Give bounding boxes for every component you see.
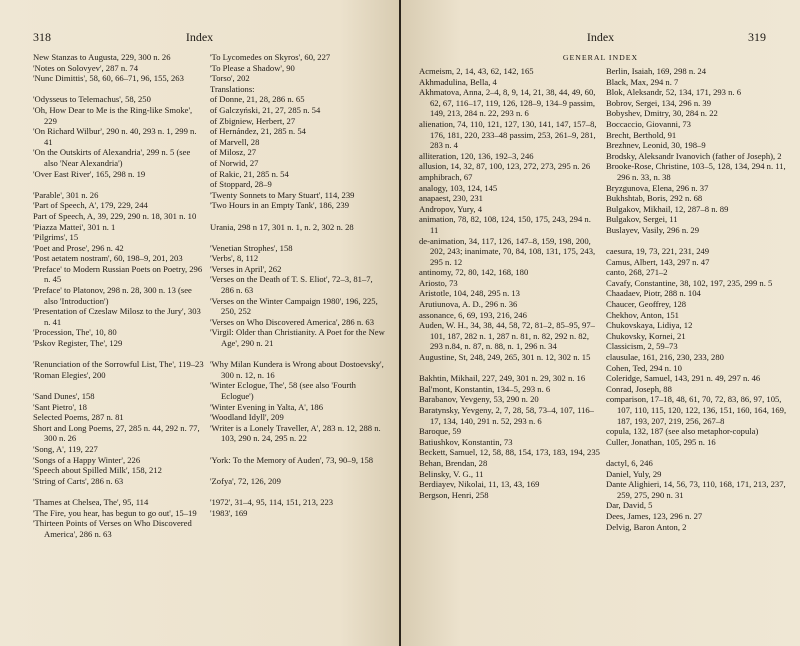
index-entry: 'Winter Evening in Yalta, A', 186 (210, 401, 324, 412)
index-entry: 'Twenty Sonnets to Mary Stuart', 114, 239 (210, 189, 355, 200)
index-entry: 'To Lycomedes on Skyros', 60, 227 (210, 52, 331, 62)
entry-gap (33, 380, 205, 391)
index-entry: 'Thames at Chelsea, The', 95, 114 (33, 496, 149, 507)
index-entry: 'Verbs', 8, 112 (210, 253, 259, 264)
index-entry: Bergson, Henri, 258 (419, 489, 489, 500)
index-entry: Daniel, Yuly, 29 (606, 468, 662, 479)
index-entry: 'To Please a Shadow', 90 (210, 62, 295, 73)
left-page-header (0, 30, 399, 46)
index-entry: Arutiunova, A. D., 296 n. 36 (419, 299, 518, 310)
section-subheading: GENERAL INDEX (562, 53, 639, 62)
entry-gap (33, 179, 205, 190)
index-entry: Camus, Albert, 143, 297 n. 47 (606, 256, 710, 267)
entry-gap (210, 211, 385, 222)
entry-gap (33, 486, 205, 497)
index-entry: Bryzgunova, Elena, 296 n. 37 (606, 182, 709, 193)
index-entry: of Milosz, 27 (210, 147, 257, 158)
index-entry: allusion, 14, 32, 87, 100, 123, 272, 273, 295 n. 26 (419, 161, 591, 172)
index-entry: Translations: (210, 83, 255, 94)
index-entry: 'Notes on Solovyev', 287 n. 74 (33, 62, 139, 73)
index-entry: Bukhshtab, Boris, 292 n. 68 (606, 193, 703, 204)
index-entry: 'Roman Elegies', 200 (33, 369, 106, 380)
index-entry: assonance, 6, 69, 193, 216, 246 (419, 309, 527, 320)
running-head: Index (185, 30, 214, 44)
index-entry: 'Pskov Register, The', 129 (33, 338, 123, 349)
index-entry: of Norwid, 27 (210, 157, 259, 168)
index-entry: 'Why Milan Kundera is Wrong about Dostoevsky', 300 n. 12, n. 16 (210, 359, 384, 380)
index-entry: 'Two Hours in an Empty Tank', 186, 239 (210, 200, 349, 211)
index-entry: Cohen, Ted, 294 n. 10 (606, 362, 682, 373)
index-entry: Bakhtin, Mikhail, 227, 249, 301 n. 29, 302 n. 16 (419, 373, 586, 384)
index-entry: 'String of Carts', 286 n. 63 (33, 475, 124, 486)
entry-gap (210, 232, 385, 243)
index-entry: 'Sand Dunes', 158 (33, 391, 95, 401)
index-entry: 'Verses on Who Discovered America', 286 n. 63 (210, 316, 375, 327)
index-entry: Dante Alighieri, 14, 56, 73, 110, 168, 171, 213, 237, 259, 275, 290 n. 31 (606, 479, 786, 500)
index-entry: de-animation, 34, 117, 126, 147–8, 159, 198, 200, 202, 243; inanimate, 70, 84, 108, 131, 175, 243, 295 n. 12 (419, 235, 596, 267)
index-entry: Coleridge, Samuel, 143, 291 n. 49, 297 n. 46 (606, 373, 761, 384)
index-entry: Brezhnev, Leonid, 30, 198–9 (606, 140, 706, 151)
index-entry: 'York: To the Memory of Auden', 73, 90–9, 158 (210, 454, 374, 465)
index-entry: Blok, Aleksandr, 52, 134, 171, 293 n. 6 (606, 87, 742, 98)
index-entry: 'Oh, How Dear to Me is the Ring-like Smoke', 229 (33, 104, 193, 126)
index-entry: Dees, James, 123, 296 n. 27 (606, 510, 703, 521)
index-column-2 (210, 52, 385, 518)
index-entry: 'Poet and Prose', 296 n. 42 (33, 242, 124, 253)
index-entry: 'Winter Eclogue, The', 58 (see also 'Fourth Eclogue') (210, 380, 356, 401)
index-entry: 'Nunc Dimittis', 58, 60, 66–71, 96, 155, 263 (33, 73, 184, 84)
index-entry: Akhmadulina, Bella, 4 (419, 76, 497, 87)
index-entry: 'Virgil: Older than Christianity. A Poet for the New Age', 290 n. 21 (210, 327, 385, 349)
index-entry: animation, 78, 82, 108, 124, 150, 175, 243, 294 n. 11 (419, 214, 591, 235)
index-entry: caesura, 19, 73, 221, 231, 249 (606, 246, 710, 257)
index-entry: Batiushkov, Konstantin, 73 (419, 436, 513, 447)
index-entry: Delvig, Baron Anton, 2 (606, 521, 687, 532)
index-entry: 'Speech about Spilled Milk', 158, 212 (33, 465, 162, 476)
index-entry: 'Odysseus to Telemachus', 58, 250 (33, 94, 151, 105)
page-number: 319 (748, 30, 766, 44)
index-entry: Selected Poems, 287 n. 81 (33, 412, 124, 423)
index-entry: Berdiayev, Nikolai, 11, 13, 43, 169 (419, 479, 540, 490)
index-entry: 'Sant Pietro', 18 (33, 401, 87, 412)
index-entry: 'Preface' to Platonov, 298 n. 28, 300 n. 13 (see also 'Introduction') (33, 285, 192, 306)
index-entry: Belinsky, V. G., 11 (419, 468, 484, 479)
index-entry: Barabanov, Yevgeny, 53, 290 n. 20 (419, 394, 539, 405)
index-column-2 (606, 66, 788, 532)
index-entry: Dar, David, 5 (606, 500, 653, 511)
entry-gap (33, 84, 205, 95)
index-entry: Classicism, 2, 59–73 (606, 341, 678, 352)
index-entry: 'Verses on the Death of T. S. Eliot', 72–3, 81–7, 286 n. 63 (210, 274, 373, 296)
index-entry: 'Woodland Idyll', 209 (210, 412, 284, 423)
page-number: 318 (33, 30, 51, 44)
index-entry: Bobrov, Sergei, 134, 296 n. 39 (606, 97, 712, 108)
index-entry: 'Piazza Mattei', 301 n. 1 (33, 221, 116, 232)
index-entry: alliteration, 120, 136, 192–3, 246 (419, 150, 534, 161)
entry-gap (210, 444, 385, 455)
right-page (401, 0, 800, 646)
index-entry: canto, 268, 271–2 (606, 267, 668, 278)
index-entry: 'Part of Speech, A', 179, 229, 244 (33, 200, 148, 211)
index-entry: Brodsky, Aleksandr Ivanovich (father of Joseph), 2 (606, 150, 782, 161)
index-entry: of Stoppard, 28–9 (210, 179, 272, 190)
index-entry: Chaucer, Geoffrey, 128 (606, 299, 687, 310)
entry-gap (210, 465, 385, 476)
index-entry: '1983', 169 (210, 507, 248, 518)
index-entry: Chaadaev, Piotr, 288 n. 104 (606, 288, 701, 299)
index-entry: Conrad, Joseph, 88 (606, 383, 672, 394)
index-entry: Andropov, Yury, 4 (419, 203, 483, 214)
index-entry: Cavafy, Constantine, 38, 102, 197, 235, 299 n. 5 (606, 277, 773, 288)
index-entry: 'Pilgrims', 15 (33, 232, 79, 243)
index-entry: Short and Long Poems, 27, 285 n. 44, 292 n. 77, 300 n. 26 (33, 422, 200, 444)
index-entry: of Marvell, 28 (210, 136, 260, 147)
index-entry: of Hernández, 21, 285 n. 54 (210, 126, 306, 137)
index-entry: 'Procession, The', 10, 80 (33, 327, 117, 338)
index-entry: 'On the Outskirts of Alexandria', 299 n. 5 (see also 'Near Alexandria') (33, 147, 191, 168)
entry-gap (210, 349, 385, 360)
index-entry: 'Preface' to Modern Russian Poets on Poetry, 296 n. 45 (33, 263, 203, 285)
index-entry: anapaest, 230, 231 (419, 193, 483, 204)
index-entry: 'Venetian Strophes', 158 (210, 242, 293, 253)
index-entry: 'Verses on the Winter Campaign 1980', 196, 225, 250, 252 (210, 295, 378, 317)
index-entry: 'The Fire, you hear, has begun to go out', 15–19 (33, 507, 197, 518)
index-entry: Acmeism, 2, 14, 43, 62, 142, 165 (419, 66, 534, 76)
index-entry: antinomy, 72, 80, 142, 168, 180 (419, 267, 529, 278)
index-entry: Aristotle, 104, 248, 295 n. 13 (419, 288, 520, 299)
index-entry: 'Songs of a Happy Winter', 226 (33, 454, 141, 465)
index-entry: Behan, Brendan, 28 (419, 457, 488, 468)
index-entry: Baroque, 59 (419, 426, 462, 437)
index-entry: Chekhov, Anton, 151 (606, 309, 679, 320)
index-entry: 'Zofya', 72, 126, 209 (210, 475, 281, 486)
index-entry: Bal'mont, Konstantin, 134–5, 293 n. 6 (419, 383, 551, 394)
entry-gap (606, 447, 788, 458)
index-entry: Brooke-Rose, Christine, 103–5, 128, 134, 294 n. 11, 296 n. 33, n. 38 (606, 161, 786, 182)
index-entry: 'Torso', 202 (210, 73, 250, 84)
right-page-header (401, 30, 800, 46)
index-entry: 'On Richard Wilbur', 290 n. 40, 293 n. 1, 299 n. 41 (33, 126, 197, 147)
index-entry: 'Presentation of Czeslaw Milosz to the Jury', 303 n. 41 (33, 306, 201, 327)
index-entry: of Galczyński, 21, 27, 285 n. 54 (210, 104, 321, 115)
index-entry: Chukovskaya, Lidiya, 12 (606, 320, 693, 331)
index-entry: Bulgakov, Sergei, 11 (606, 214, 678, 225)
index-entry: Baratynsky, Yevgeny, 2, 7, 28, 58, 73–4, 107, 116–17, 134, 140, 291 n. 52, 293 n. 6 (419, 405, 594, 426)
index-entry: Culler, Jonathan, 105, 295 n. 16 (606, 436, 716, 447)
index-entry: 'Over East River', 165, 298 n. 19 (33, 168, 146, 179)
index-column-1 (419, 66, 601, 500)
left-page (0, 0, 399, 646)
index-entry: of Rakic, 21, 285 n. 54 (210, 168, 289, 179)
index-entry: 'Renunciation of the Sorrowful List, The', 119–23 (33, 359, 204, 370)
index-entry: Urania, 298 n 17, 301 n. 1, n. 2, 302 n. 28 (210, 221, 354, 232)
entry-gap (606, 236, 788, 247)
index-entry: Berlin, Isaiah, 169, 298 n. 24 (606, 66, 707, 76)
index-entry: Ariosto, 73 (419, 277, 458, 288)
entry-gap (210, 486, 385, 497)
index-entry: 'Verses in April', 262 (210, 263, 282, 274)
index-entry: '1972', 31–4, 95, 114, 151, 213, 223 (210, 496, 334, 507)
index-entry: Buslayev, Vasily, 296 n. 29 (606, 224, 700, 235)
index-entry: Boccaccio, Giovanni, 73 (606, 118, 691, 129)
index-entry: Auden, W. H., 34, 38, 44, 58, 72, 81–2, 85–95, 97–101, 187, 282 n. 1, 287 n. 81, n. 82, 292 n. 82, 293 n.84, n. 87, n. 88, n. 1, 296 n. 34 (419, 320, 595, 352)
index-entry: Akhmatova, Anna, 2–4, 8, 9, 14, 21, 38, 44, 49, 60, 62, 67, 116–17, 119, 126, 128–9, 134–9 passim, 149, 213, 284 n. 22, 293 n. 6 (419, 87, 596, 119)
index-entry: Black, Max, 294 n. 7 (606, 76, 679, 87)
index-entry: Chukovsky, Kornei, 21 (606, 330, 686, 341)
index-entry: clausulae, 161, 216, 230, 233, 280 (606, 352, 724, 363)
index-entry: dactyl, 6, 246 (606, 457, 653, 468)
entry-gap (419, 363, 601, 374)
index-entry: of Donne, 21, 28, 286 n. 65 (210, 94, 305, 105)
index-entry: New Stanzas to Augusta, 229, 300 n. 26 (33, 52, 171, 62)
index-entry: Brecht, Berthold, 91 (606, 129, 677, 140)
index-entry: Beckett, Samuel, 12, 58, 88, 154, 173, 183, 194, 235 (419, 447, 600, 458)
index-entry: Part of Speech, A, 39, 229, 290 n. 18, 301 n. 10 (33, 210, 197, 221)
index-entry: analogy, 103, 124, 145 (419, 182, 498, 193)
running-head: Index (586, 30, 615, 44)
index-entry: Augustine, St, 248, 249, 265, 301 n. 12, 302 n. 15 (419, 352, 591, 363)
entry-gap (33, 349, 205, 360)
index-entry: 'Song, A', 119, 227 (33, 443, 98, 454)
index-entry: comparison, 17–18, 48, 61, 70, 72, 83, 86, 97, 105, 107, 110, 115, 120, 122, 136, 151, 160, 164, 169, 187, 193, 207, 219, 256, 267–8 (606, 394, 787, 426)
index-entry: copula, 132, 187 (see also metaphor-copula) (606, 426, 759, 437)
index-column-1 (33, 52, 205, 539)
index-entry: Bobyshev, Dmitry, 30, 284 n. 22 (606, 108, 718, 119)
index-entry: 'Thirteen Points of Verses on Who Discovered America', 286 n. 63 (33, 518, 192, 539)
index-entry: amphibrach, 67 (419, 171, 473, 182)
index-entry: 'Post aetatem nostram', 60, 198–9, 201, 203 (33, 253, 183, 264)
index-entry: 'Writer is a Lonely Traveller, A', 283 n. 12, 288 n. 103, 290 n. 24, 295 n. 22 (210, 422, 381, 444)
index-entry: of Zbigniew, Herbert, 27 (210, 115, 296, 126)
index-entry: alienation, 74, 110, 121, 127, 130, 141, 147, 157–8, 176, 181, 220, 233–48 passim, 253, 261–9, 281, 283 n. 4 (419, 118, 597, 151)
index-entry: Bulgakov, Mikhail, 12, 287–8 n. 89 (606, 203, 729, 214)
index-entry: 'Parable', 301 n. 26 (33, 189, 99, 200)
